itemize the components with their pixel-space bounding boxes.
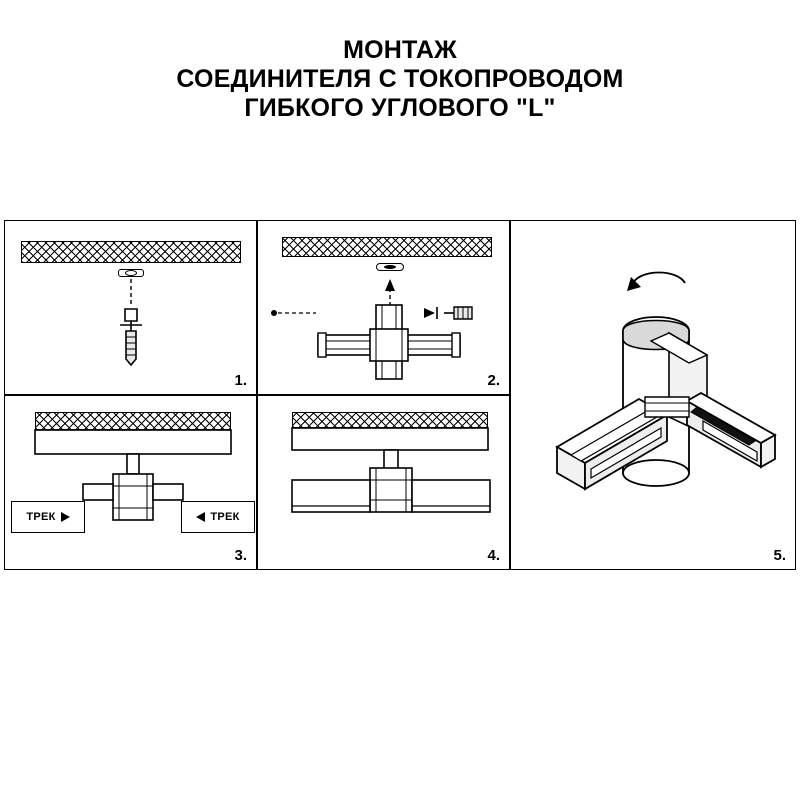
title-line-3: ГИБКОГО УГЛОВОГО "L" bbox=[244, 94, 556, 122]
arrow-left-icon bbox=[196, 512, 205, 522]
step-1-panel bbox=[4, 220, 257, 395]
step-4-number: 4. bbox=[487, 547, 500, 564]
track-label-left-text: ТРЕК bbox=[26, 511, 56, 523]
page-title bbox=[0, 36, 800, 123]
step-4-panel bbox=[257, 395, 510, 570]
track-label-left bbox=[11, 501, 85, 533]
step-5-isometric-view bbox=[511, 221, 796, 570]
step-4-guides bbox=[258, 396, 510, 570]
title-line-2: СОЕДИНИТЕЛЯ С ТОКОПРОВОДОМ bbox=[176, 65, 624, 93]
step-2-panel bbox=[257, 220, 510, 395]
track-label-right bbox=[181, 501, 255, 533]
step-2-guides bbox=[258, 221, 510, 395]
step-5-panel bbox=[510, 220, 796, 570]
track-label-right-text: ТРЕК bbox=[210, 511, 240, 523]
step-1-guides bbox=[5, 221, 257, 395]
arrow-right-icon bbox=[61, 512, 70, 522]
assembly-diagram-grid bbox=[4, 220, 796, 570]
title-line-1: МОНТАЖ bbox=[343, 36, 457, 64]
step-2-number: 2. bbox=[487, 372, 500, 389]
step-3-panel bbox=[4, 395, 257, 570]
step-5-number: 5. bbox=[773, 547, 786, 564]
step-1-number: 1. bbox=[234, 372, 247, 389]
step-3-guides bbox=[5, 396, 257, 570]
step-3-number: 3. bbox=[234, 547, 247, 564]
